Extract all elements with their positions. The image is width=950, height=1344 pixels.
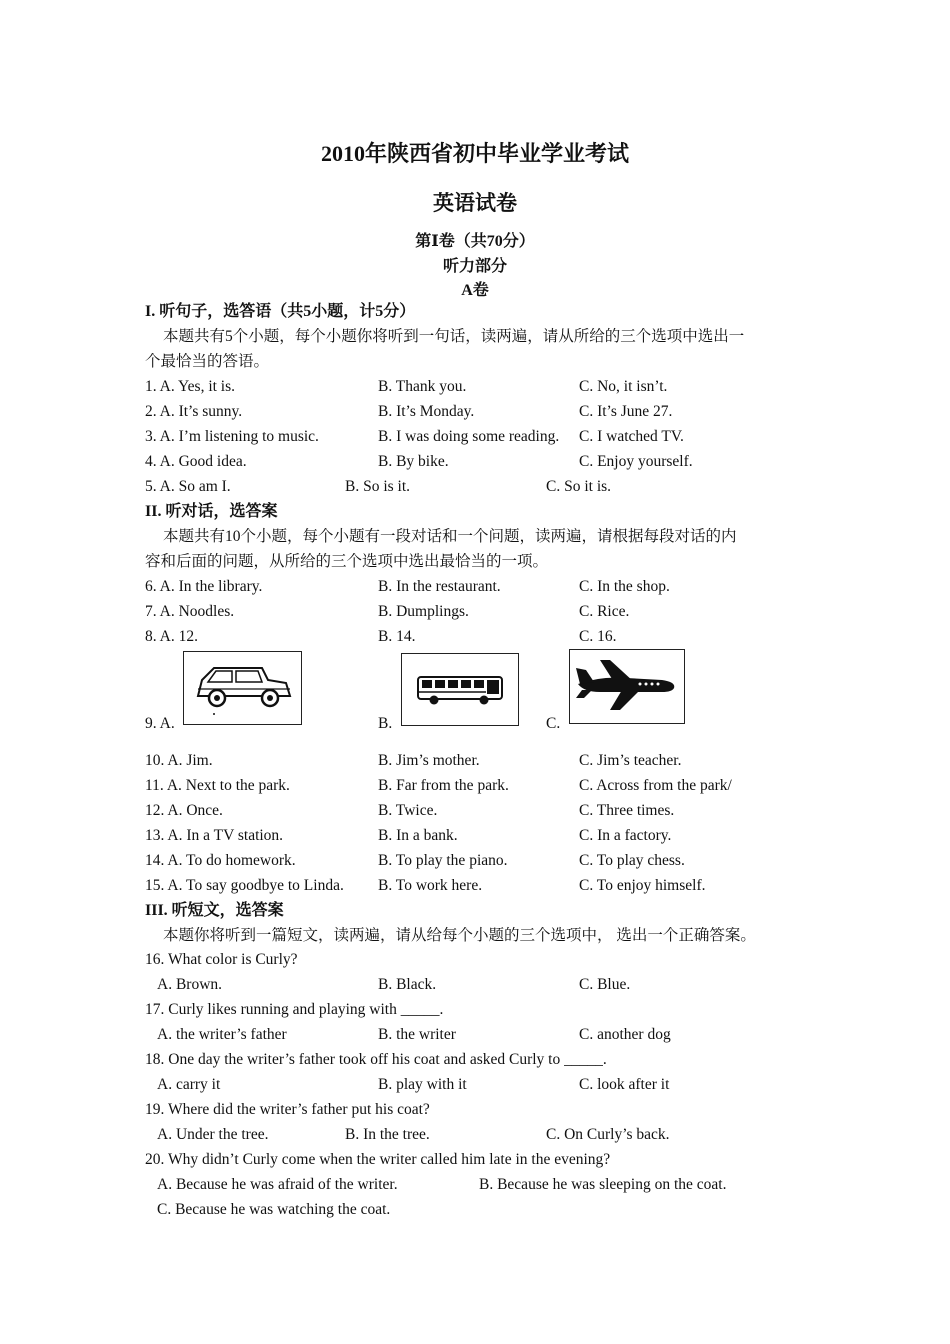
exam-title: 2010年陕西省初中毕业学业考试	[320, 141, 629, 166]
option-c: C. Because he was watching the coat.	[157, 1201, 391, 1218]
question-17: 17. Curly likes running and playing with _____.	[145, 1001, 444, 1018]
option-b: B. Jim’s mother.	[378, 752, 480, 769]
option-c: C. another dog	[579, 1026, 671, 1043]
question-row	[0, 452, 950, 472]
option-c: C. No, it isn’t.	[579, 378, 668, 395]
option-a: A. Under the tree.	[157, 1126, 269, 1143]
option-c: C. It’s June 27.	[579, 403, 673, 420]
option-c: C. To play chess.	[579, 852, 685, 869]
option-b: B. 14.	[378, 628, 416, 645]
question-row	[0, 477, 950, 497]
option-b: B. Thank you.	[378, 378, 467, 395]
question-row	[0, 801, 950, 821]
option-b: B. I was doing some reading.	[378, 428, 560, 445]
option-a: A. Brown.	[157, 976, 223, 993]
option-a: A. the writer’s father	[157, 1026, 287, 1043]
option-a: 8. A. 12.	[145, 628, 198, 645]
section3-instruction: 本题你将听到一篇短文，读两遍，请从给每个小题的三个选项中， 选出一个正确答案。	[163, 927, 756, 944]
option-a: 1. A. Yes, it is.	[145, 378, 236, 395]
option-c: C. Three times.	[579, 802, 675, 819]
section1-instruction-line1: 本题共有5个小题，每个小题你将听到一句话，读两遍，请从所给的三个选项中选出一	[163, 328, 745, 345]
option-c: C. On Curly’s back.	[546, 1126, 670, 1143]
airplane-icon	[570, 650, 684, 723]
option-a: 5. A. So am I.	[145, 478, 231, 495]
question-row	[0, 975, 950, 995]
option-c: C.	[546, 715, 561, 732]
option-b: B. Twice.	[378, 802, 438, 819]
question-row	[0, 1075, 950, 1095]
option-c: C. Jim’s teacher.	[579, 752, 682, 769]
option-b: B. In the restaurant.	[378, 578, 501, 595]
question-18: 18. One day the writer’s father took off his coat and asked Curly to _____.	[145, 1051, 607, 1068]
question-row	[0, 402, 950, 422]
question-row	[0, 851, 950, 871]
option-c: C. In a factory.	[579, 827, 672, 844]
bus-picture	[401, 653, 519, 726]
volume-heading: 第Ⅰ卷（共70分）	[415, 233, 535, 250]
option-b: B. It’s Monday.	[378, 403, 475, 420]
option-c: C. 16.	[579, 628, 617, 645]
question-row	[0, 751, 950, 771]
option-c: C. Across from the park/	[579, 777, 732, 794]
option-b: B. Dumplings.	[378, 603, 469, 620]
car-picture	[183, 651, 302, 725]
option-a: 14. A. To do homework.	[145, 852, 296, 869]
option-b: B. To work here.	[378, 877, 483, 894]
section2-heading: II. 听对话，选答案	[145, 503, 278, 520]
question-row	[0, 1125, 950, 1145]
question-row	[0, 876, 950, 896]
option-c: C. Rice.	[579, 603, 630, 620]
option-a: 7. A. Noodles.	[145, 603, 235, 620]
section3-heading: III. 听短文，选答案	[145, 902, 284, 919]
option-a: 10. A. Jim.	[145, 752, 213, 769]
option-b: B.	[378, 715, 393, 732]
option-a: 12. A. Once.	[145, 802, 223, 819]
option-c: C. Blue.	[579, 976, 631, 993]
question-row	[0, 776, 950, 796]
option-c: C. So it is.	[546, 478, 612, 495]
option-c: C. I watched TV.	[579, 428, 684, 445]
option-b: B. Because he was sleeping on the coat.	[479, 1176, 727, 1193]
option-c: C. To enjoy himself.	[579, 877, 706, 894]
section1-instruction-line2: 个最恰当的答语。	[145, 353, 270, 370]
option-b: B. play with it	[378, 1076, 467, 1093]
option-b: B. So is it.	[345, 478, 411, 495]
part-heading: 听力部分	[442, 258, 507, 275]
option-c: C. In the shop.	[579, 578, 670, 595]
question-20: 20. Why didn’t Curly come when the writer called him late in the evening?	[145, 1151, 611, 1168]
exam-subtitle: 英语试卷	[433, 191, 517, 215]
option-b: B. In a bank.	[378, 827, 458, 844]
option-a: A. carry it	[157, 1076, 221, 1093]
option-b: B. the writer	[378, 1026, 456, 1043]
car-icon	[184, 652, 301, 724]
question-row	[0, 427, 950, 447]
option-a: 3. A. I’m listening to music.	[145, 428, 319, 445]
question-row	[0, 826, 950, 846]
option-a: 15. A. To say goodbye to Linda.	[145, 877, 344, 894]
paper-heading: A卷	[461, 282, 489, 299]
option-a: 9. A.	[145, 715, 175, 732]
option-a: A. Because he was afraid of the writer.	[157, 1176, 398, 1193]
question-row	[0, 1175, 950, 1195]
option-b: B. By bike.	[378, 453, 449, 470]
option-b: B. To play the piano.	[378, 852, 508, 869]
option-a: 4. A. Good idea.	[145, 453, 247, 470]
question-19: 19. Where did the writer’s father put his coat?	[145, 1101, 430, 1118]
option-c: C. Enjoy yourself.	[579, 453, 693, 470]
bus-icon	[402, 654, 518, 725]
question-16: 16. What color is Curly?	[145, 951, 298, 968]
option-c: C. look after it	[579, 1076, 670, 1093]
question-row	[0, 377, 950, 397]
option-a: 11. A. Next to the park.	[145, 777, 290, 794]
option-b: B. Far from the park.	[378, 777, 509, 794]
question-row	[0, 627, 950, 647]
option-a: 2. A. It’s sunny.	[145, 403, 243, 420]
question-row	[0, 577, 950, 597]
section1-heading: I. 听句子，选答语（共5小题，计5分）	[145, 303, 416, 320]
option-b: B. Black.	[378, 976, 437, 993]
option-b: B. In the tree.	[345, 1126, 430, 1143]
question-row	[0, 1025, 950, 1045]
question-row	[0, 1200, 950, 1220]
airplane-picture	[569, 649, 685, 724]
option-a: 6. A. In the library.	[145, 578, 263, 595]
section2-instruction-line1: 本题共有10个小题，每个小题有一段对话和一个问题，读两遍，请根据每段对话的内	[163, 528, 737, 545]
option-a: 13. A. In a TV station.	[145, 827, 284, 844]
section2-instruction-line2: 容和后面的问题，从所给的三个选项中选出最恰当的一项。	[145, 553, 549, 570]
question-row	[0, 602, 950, 622]
